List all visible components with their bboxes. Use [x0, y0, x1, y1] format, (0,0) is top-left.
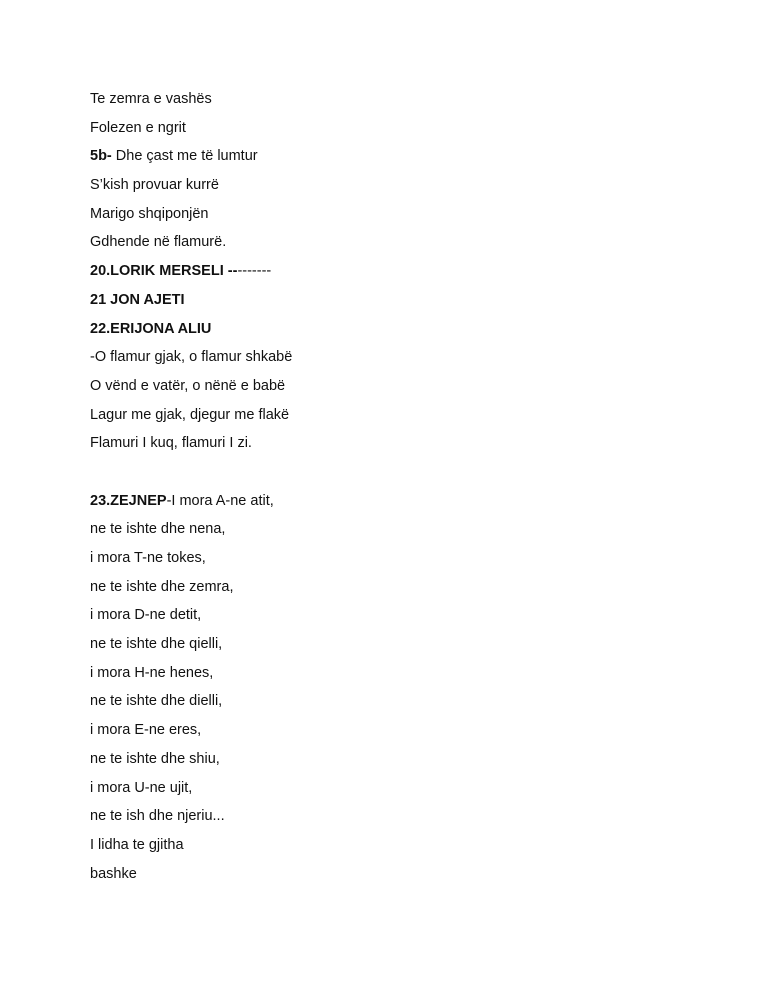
line-text: Lagur me gjak, djegur me flakë — [90, 406, 290, 423]
text-line — [90, 548, 710, 577]
line-text: ne te ish dhe njeriu... — [90, 808, 225, 825]
text-line — [90, 835, 710, 864]
line-bold: 21 JON AJETI — [90, 291, 185, 308]
text-line — [90, 806, 710, 835]
text-line — [90, 864, 710, 893]
line-text: i mora E-ne eres, — [90, 722, 202, 739]
line-text: Gdhende në flamurë. — [90, 234, 227, 251]
text-line — [90, 376, 710, 405]
line-text: -I mora A-ne atit, — [166, 492, 274, 509]
line-bold: 20.LORIK MERSELI -- — [90, 263, 238, 280]
line-text: Folezen e ngrit — [90, 119, 186, 136]
line-text: i mora H-ne henes, — [90, 664, 214, 681]
text-line — [90, 347, 710, 376]
text-line — [90, 405, 710, 434]
paragraph-gap — [90, 462, 710, 491]
text-line — [90, 204, 710, 233]
line-text: Marigo shqiponjën — [90, 205, 209, 222]
text-line — [90, 720, 710, 749]
line-text: Flamuri I kuq, flamuri I zi. — [90, 435, 252, 452]
line-text: ne te ishte dhe shiu, — [90, 750, 220, 767]
line-text: ne te ishte dhe qielli, — [90, 636, 223, 653]
speaker-heading — [90, 290, 710, 319]
line-text: -O flamur gjak, o flamur shkabë — [90, 349, 293, 366]
line-text: ne te ishte dhe dielli, — [90, 693, 223, 710]
text-line — [90, 146, 710, 175]
line-text: ------- — [237, 263, 272, 280]
line-text: Dhe çast me të lumtur — [111, 148, 258, 165]
text-line — [90, 778, 710, 807]
text-line — [90, 89, 710, 118]
text-line — [90, 663, 710, 692]
line-text: i mora U-ne ujit, — [90, 779, 193, 796]
speaker-heading — [90, 261, 710, 290]
line-text: I lidha te gjitha — [90, 836, 184, 853]
speaker-heading — [90, 491, 710, 520]
line-text: Te zemra e vashës — [90, 91, 212, 107]
line-text: O vënd e vatër, o nënë e babë — [90, 377, 286, 394]
text-line — [90, 118, 710, 147]
text-line — [90, 605, 710, 634]
line-text: ne te ishte dhe nena, — [90, 521, 226, 538]
line-bold: 23.ZEJNEP — [90, 492, 167, 509]
text-line — [90, 634, 710, 663]
text-line — [90, 175, 710, 204]
text-line — [90, 749, 710, 778]
line-text: i mora T-ne tokes, — [90, 550, 206, 566]
speaker-heading — [90, 319, 710, 348]
text-line — [90, 232, 710, 261]
text-line — [90, 433, 710, 462]
document-body — [90, 89, 710, 892]
line-bold: 5b- — [90, 148, 112, 165]
line-text: i mora D-ne detit, — [90, 607, 202, 624]
line-text: bashke — [90, 865, 137, 882]
line-bold: 22.ERIJONA ALIU — [90, 320, 212, 337]
text-line — [90, 691, 710, 720]
text-line — [90, 577, 710, 606]
line-text: ne te ishte dhe zemra, — [90, 578, 234, 595]
text-line — [90, 519, 710, 548]
line-text: S’kish provuar kurrë — [90, 177, 219, 194]
